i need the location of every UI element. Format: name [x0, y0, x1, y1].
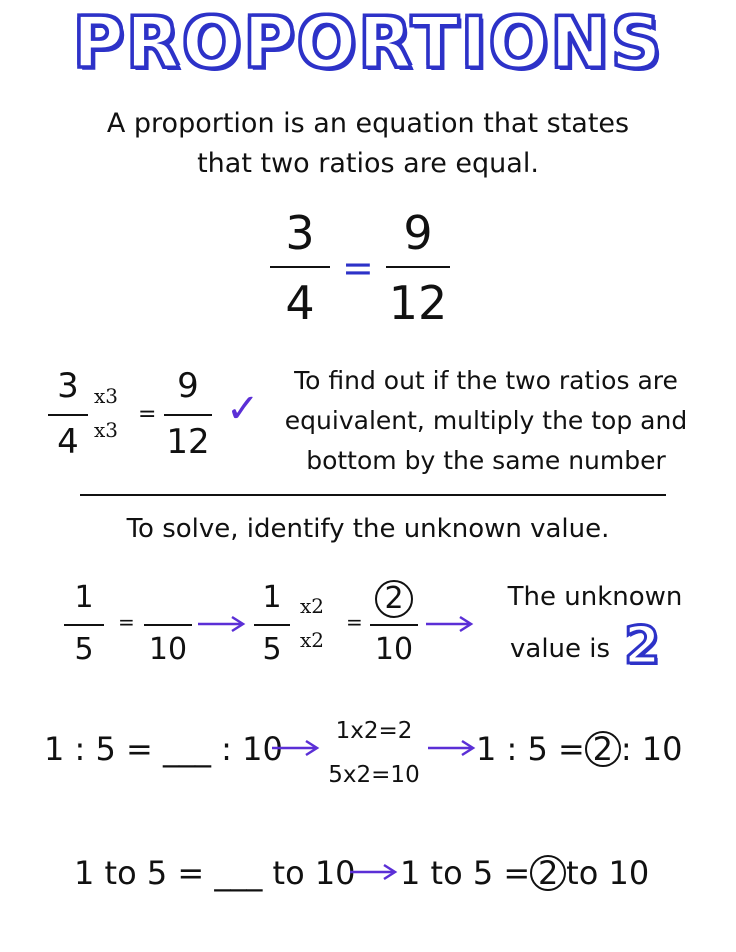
- to-result-value: 2: [530, 855, 566, 891]
- solve-d-numerator-circled: 2: [375, 580, 413, 618]
- arrow-icon: [350, 862, 400, 882]
- solve-multiplier-bottom: x2: [300, 628, 325, 652]
- intro-line-1: A proportion is an equation that states: [106, 108, 630, 139]
- check-multiplier-bottom: x3: [94, 418, 119, 442]
- check-equals: =: [138, 402, 157, 427]
- solve-a-denominator: 5: [74, 632, 94, 667]
- answer-value: 2: [624, 616, 661, 676]
- arrow-icon: [426, 614, 476, 634]
- check-left-denominator: 4: [57, 422, 79, 462]
- to-ratio-left: 1 to 5 = ___ to 10: [74, 854, 356, 892]
- solve-d-denominator: 10: [374, 632, 414, 667]
- solve-multiplier-top: x2: [300, 594, 325, 618]
- colon-step-top: 1x2=2: [335, 718, 413, 744]
- check-right-numerator: 9: [177, 366, 199, 406]
- to-result-prefix: 1 to 5 =: [400, 854, 531, 892]
- example-left-numerator: 3: [285, 206, 315, 260]
- solve-c-numerator: 1: [262, 580, 282, 615]
- answer-line-2: value is: [510, 634, 611, 664]
- intro-line-2: that two ratios are equal.: [197, 148, 539, 179]
- solve-c-denominator: 5: [262, 632, 282, 667]
- example-equals: =: [342, 246, 374, 290]
- solve-equals-2: =: [346, 610, 363, 634]
- to-ratio-result: [400, 854, 649, 892]
- check-right-denominator: 12: [166, 422, 210, 462]
- arrow-icon: [198, 614, 248, 634]
- colon-ratio-result: [476, 730, 683, 768]
- colon-result-value: 2: [585, 731, 621, 767]
- arrow-icon: [428, 738, 478, 758]
- colon-result-suffix: : 10: [620, 730, 683, 768]
- page-title: PROPORTIONS: [72, 2, 664, 84]
- colon-result-prefix: 1 : 5 =: [476, 730, 585, 768]
- check-multiplier-top: x3: [94, 384, 119, 408]
- section-divider: [80, 494, 666, 496]
- solve-d-numerator: [370, 580, 418, 618]
- example-left-denominator: 4: [285, 276, 315, 330]
- check-explain-line-2: equivalent, multiply the top and: [284, 406, 688, 435]
- solve-b-denominator: 10: [148, 632, 188, 667]
- example-right-numerator: 9: [403, 206, 433, 260]
- colon-step-bottom: 5x2=10: [328, 762, 420, 788]
- answer-line-1: The unknown: [507, 582, 683, 612]
- solve-equals-1: =: [118, 610, 135, 634]
- check-left-numerator: 3: [57, 366, 79, 406]
- check-explain-line-1: To find out if the two ratios are: [294, 366, 678, 395]
- solve-heading: To solve, identify the unknown value.: [126, 514, 610, 544]
- check-explain-line-3: bottom by the same number: [306, 446, 666, 475]
- arrow-icon: [272, 738, 322, 758]
- colon-ratio-left: 1 : 5 = ___ : 10: [44, 730, 283, 768]
- solve-a-numerator: 1: [74, 580, 94, 615]
- to-result-suffix: to 10: [566, 854, 650, 892]
- checkmark-icon: ✓: [226, 386, 260, 432]
- example-right-denominator: 12: [388, 276, 448, 330]
